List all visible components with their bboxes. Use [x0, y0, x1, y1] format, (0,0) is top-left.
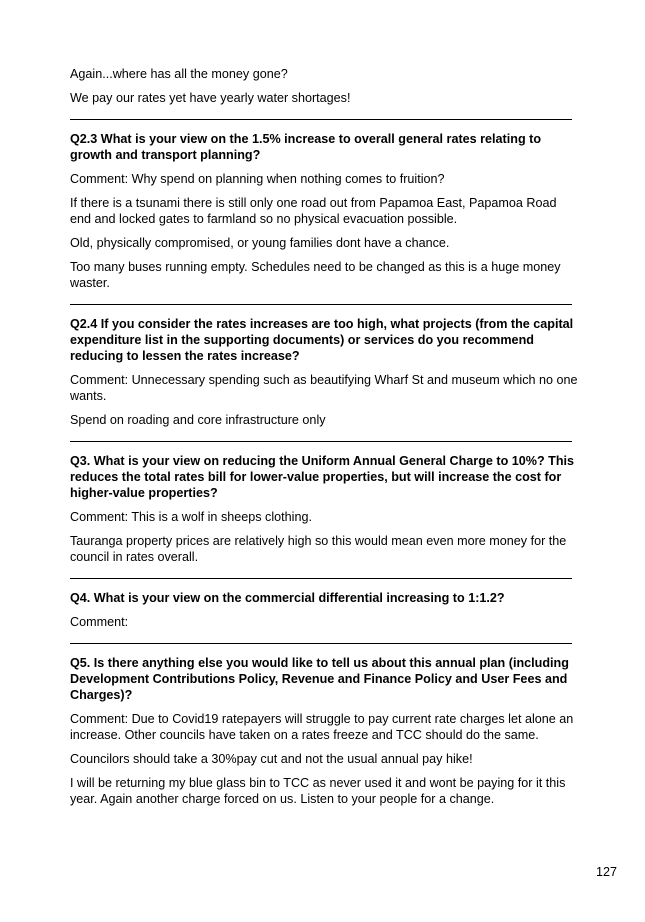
response-paragraph: Old, physically compromised, or young families dont have a chance. — [70, 236, 450, 250]
intro-paragraph: Again...where has all the money gone? — [70, 67, 288, 81]
section-q3 — [70, 453, 578, 565]
section-q5 — [70, 655, 578, 807]
section-divider — [70, 119, 572, 120]
response-paragraph: Councilors should take a 30%pay cut and not the usual annual pay hike! — [70, 752, 473, 766]
question-heading: Q4. What is your view on the commercial differential increasing to 1:1.2? — [70, 591, 505, 605]
section-divider — [70, 643, 572, 644]
response-paragraph: Comment: Why spend on planning when nothing comes to fruition? — [70, 172, 445, 186]
section-divider — [70, 578, 572, 579]
response-paragraph: Too many buses running empty. Schedules need to be changed as this is a huge money waster. — [70, 260, 561, 290]
response-paragraph: Comment: This is a wolf in sheeps clothing. — [70, 510, 312, 524]
section-q2-3 — [70, 131, 578, 291]
question-heading: Q2.3 What is your view on the 1.5% increase to overall general rates relating to growth and transport planning? — [70, 132, 542, 162]
question-heading: Q3. What is your view on reducing the Uniform Annual General Charge to 10%? This reduces the total rates bill for lower-value properties, but will increase the cost for higher-value properties? — [70, 454, 575, 500]
section-q4 — [70, 590, 578, 630]
intro-paragraph: We pay our rates yet have yearly water shortages! — [70, 91, 351, 105]
response-paragraph: Spend on roading and core infrastructure only — [70, 413, 326, 427]
response-paragraph: I will be returning my blue glass bin to TCC as never used it and wont be paying for it this year. Again another charge forced on us. Listen to your people for a change. — [70, 776, 566, 806]
section-divider — [70, 304, 572, 305]
question-heading: Q5. Is there anything else you would like to tell us about this annual plan (including Development Contributions Policy, Revenue and Finance Policy and User Fees and Charges)? — [70, 656, 569, 702]
response-paragraph: If there is a tsunami there is still only one road out from Papamoa East, Papamoa Road end and locked gates to farmland so no physical evacuation possible. — [70, 196, 557, 226]
response-paragraph: Comment: Due to Covid19 ratepayers will struggle to pay current rate charges let alone an increase. Other councils have taken on a rates freeze and TCC should do the same. — [70, 712, 574, 742]
section-divider — [70, 441, 572, 442]
response-paragraph: Tauranga property prices are relatively high so this would mean even more money for the council in rates overall. — [70, 534, 567, 564]
question-heading: Q2.4 If you consider the rates increases are too high, what projects (from the capital expenditure list in the supporting documents) or services do you recommend reducing to lessen the rates increase? — [70, 317, 574, 363]
section-q2-4 — [70, 316, 578, 428]
response-paragraph: Comment: Unnecessary spending such as beautifying Wharf St and museum which no one wants. — [70, 373, 578, 403]
document-page — [70, 66, 578, 815]
page-number: 127 — [595, 865, 617, 879]
response-paragraph: Comment: — [70, 615, 129, 629]
intro-block — [70, 66, 578, 106]
